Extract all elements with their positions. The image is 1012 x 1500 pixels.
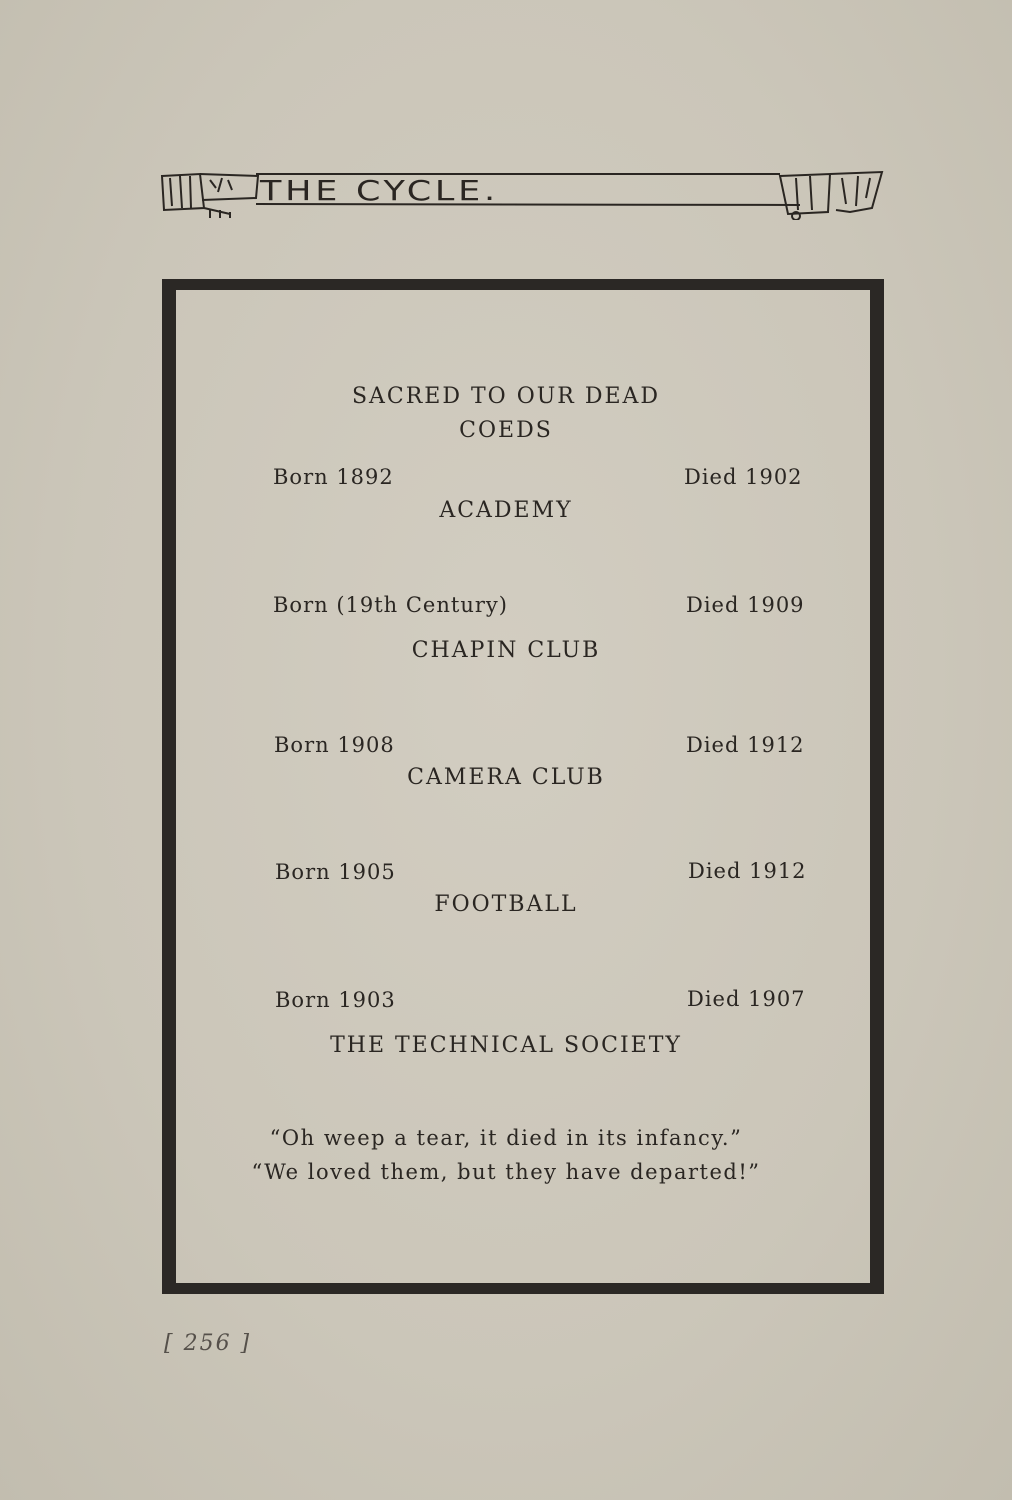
entry-name: CAMERA CLUB: [407, 765, 605, 790]
page-number: [ 256 ]: [164, 1331, 252, 1356]
memorial-title: SACRED TO OUR DEAD: [351, 384, 661, 409]
quote-line: “Oh weep a tear, it died in its infancy.”: [269, 1126, 743, 1150]
entry-born: Born (19th Century): [273, 593, 508, 617]
entry-died: Died 1909: [686, 593, 805, 617]
entry-name: CHAPIN CLUB: [411, 638, 601, 663]
entry-name: THE TECHNICAL SOCIETY: [330, 1033, 682, 1058]
entry-died: Died 1912: [688, 859, 807, 883]
entry-born: Born 1903: [275, 988, 396, 1012]
quote-line: “We loved them, but they have departed!”: [251, 1160, 761, 1184]
entry-died: Died 1912: [686, 733, 805, 757]
entry-died: Died 1902: [684, 465, 803, 489]
entry-born: Born 1905: [275, 860, 396, 884]
memorial-subtitle: COEDS: [459, 418, 553, 443]
entry-name: FOOTBALL: [434, 892, 578, 917]
page-header-banner: [160, 168, 885, 220]
entry-born: Born 1908: [274, 733, 395, 757]
header-title: THE CYCLE.: [260, 174, 499, 207]
entry-name: ACADEMY: [439, 498, 573, 523]
entry-died: Died 1907: [687, 987, 806, 1011]
entry-born: Born 1892: [273, 465, 394, 489]
